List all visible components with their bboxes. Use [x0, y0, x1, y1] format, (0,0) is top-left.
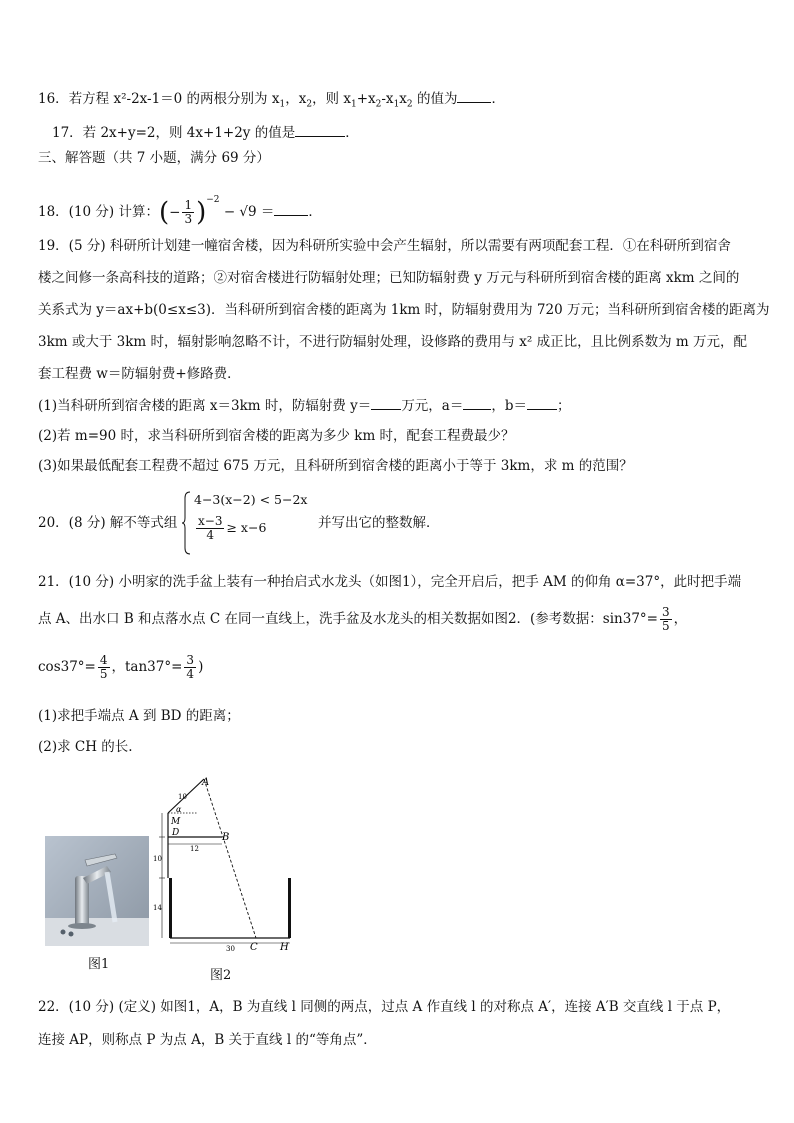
dim-label-10-body: 10: [153, 855, 162, 863]
figure-2-caption: 图2: [210, 968, 232, 983]
sub: 2: [375, 99, 382, 110]
q18-line: [38, 184, 322, 229]
q21-line-3: [38, 652, 203, 682]
q18-text: − √9 ＝: [219, 204, 275, 220]
dim-label-10-handle: 10: [178, 793, 187, 801]
numerator: 1: [184, 198, 193, 212]
q17-end: ．: [345, 125, 359, 141]
inequality-system: [182, 490, 312, 556]
numerator: 3: [662, 605, 670, 619]
fraction: [98, 654, 110, 681]
q19-part-1: [38, 395, 571, 416]
q22-line-1: 22．(10 分) (定义) 如图1，A，B 为直线 l 同侧的两点，过点 A 作直线 l 的对称点 A′，连接 A′B 交直线 l 于点 P，: [38, 999, 731, 1015]
dim-label-14: 14: [153, 904, 162, 912]
faucet-photo: [45, 836, 149, 946]
numerator: 3: [186, 653, 195, 667]
water-line: [204, 779, 256, 938]
q19-line-2: 楼之间修一条高科技的道路；②对宿舍楼进行防辐射处理；已知防辐射费 y 万元与科研所到宿舍楼的距离 xkm 之间的: [38, 270, 740, 286]
q19-text: 万元，a＝: [401, 398, 464, 414]
inequality-1: 4−3(x−2) < 5−2x: [194, 492, 308, 507]
denominator: 3: [184, 212, 193, 226]
fraction: [184, 654, 196, 681]
q21-part-1: (1)求把手端点 A 到 BD 的距离；: [38, 708, 240, 724]
answer-blank[interactable]: [463, 395, 491, 410]
denominator: 4: [206, 528, 215, 542]
denominator: 4: [186, 667, 195, 681]
label-A: A: [202, 777, 210, 788]
dim-label-30: 30: [226, 945, 235, 953]
fraction: [660, 606, 672, 633]
fraction: [196, 515, 224, 542]
q17-line: [52, 122, 359, 143]
q19-part-3: (3)如果最低配套工程费不超过 675 万元，且科研所到宿舍楼的距离小于等于 3km，求 m 的范围？: [38, 458, 633, 474]
sub: 2: [306, 99, 313, 110]
q21-text: ，: [673, 611, 688, 627]
q16-text: 的值为: [412, 91, 458, 107]
q16-text: -x: [381, 91, 394, 107]
label-H: H: [280, 942, 289, 953]
q22-line-2: 连接 AP，则称点 P 为点 A，B 关于直线 l 的“等角点”．: [38, 1032, 377, 1048]
answer-blank[interactable]: [527, 395, 557, 410]
label-B: B: [222, 832, 230, 843]
sub: 1: [350, 99, 357, 110]
q16-text: ，则 x: [312, 91, 351, 107]
answer-blank[interactable]: [274, 201, 308, 216]
q18-text: 18．(10 分) 计算：: [38, 204, 159, 220]
q20-post: 并写出它的整数解．: [318, 515, 440, 531]
inequality-rhs: ≥ x−6: [226, 520, 267, 535]
q16-text: x: [399, 91, 407, 107]
q16-end: ．: [491, 91, 505, 107]
denominator: 5: [662, 619, 670, 633]
q16-text: ，x: [285, 91, 307, 107]
label-D: D: [172, 828, 180, 838]
q16-text: 若方程 x²-2x-1＝0 的两根分别为 x: [68, 91, 280, 107]
faucet-image-icon: [45, 836, 149, 946]
q20-pre: 20．(8 分) 解不等式组: [38, 515, 178, 531]
basin-left-wall: [169, 878, 172, 938]
inequality-2: [194, 515, 266, 542]
section-header: 三、解答题（共 7 小题，满分 69 分）: [38, 150, 270, 166]
q18-end: ．: [308, 204, 322, 220]
q19-text: (1)当科研所到宿舍楼的距离 x＝3km 时，防辐射费 y＝: [38, 398, 372, 414]
brace-icon: [182, 490, 192, 556]
q21-part-2: (2)求 CH 的长.: [38, 739, 133, 755]
sub: 1: [393, 99, 400, 110]
answer-blank[interactable]: [371, 395, 401, 410]
q21-text: 点 A、出水口 B 和点落水点 C 在同一直线上，洗手盆及水龙头的相关数据如图2．(参考数据：sin37°=: [38, 611, 658, 627]
numerator: x−3: [198, 514, 223, 528]
minus-sign: −: [169, 204, 181, 221]
exponent: −2: [206, 195, 220, 205]
answer-blank[interactable]: [457, 88, 491, 103]
label-M: M: [171, 817, 181, 827]
denominator: 5: [99, 667, 108, 681]
q19-text: ，b＝: [491, 398, 528, 414]
label-C: C: [250, 942, 258, 953]
q21-text: ): [198, 659, 204, 675]
q16-text: +x: [356, 91, 376, 107]
q21-line-2: [38, 604, 687, 634]
label-alpha: α: [176, 805, 182, 814]
q21-line-1: 21．(10 分) 小明家的洗手盆上装有一种抬启式水龙头（如图1），完全开启后，把手 AM 的仰角 α=37°，此时把手端: [38, 574, 742, 590]
q17-text: 17．若 2x+y=2，则 4x+1+2y 的值是: [52, 125, 296, 141]
right-paren: ): [196, 197, 207, 228]
q19-text: ；: [557, 398, 571, 414]
dim-label-12: 12: [190, 845, 199, 853]
q16-number: 16．: [38, 91, 69, 107]
diagram-figure-2: [150, 775, 300, 955]
q19-line-3: 关系式为 y＝ax+b(0≤x≤3)．当科研所到宿舍楼的距离为 1km 时，防辐射费用为 720 万元；当科研所到宿舍楼的距离为: [38, 302, 770, 318]
q19-part-2: (2)若 m=90 时，求当科研所到宿舍楼的距离为多少 km 时，配套工程费最少？: [38, 428, 515, 444]
q19-line-1: 19．(5 分) 科研所计划建一幢宿舍楼，因为科研所实验中会产生辐射，所以需要有两项配套工程．①在科研所到宿舍: [38, 238, 731, 254]
sub: 1: [279, 99, 286, 110]
q19-line-4: 3km 或大于 3km 时，辐射影响忽略不计，不进行防辐射处理，设修路的费用与 x² 成正比，且比例系数为 m 万元，配: [38, 334, 748, 350]
q21-text: ，tan37°=: [111, 659, 183, 675]
q21-text: cos37°=: [38, 659, 96, 675]
numerator: 4: [99, 653, 108, 667]
figure-1-caption: 图1: [88, 957, 110, 972]
sub: 2: [406, 99, 413, 110]
answer-blank[interactable]: [295, 122, 345, 137]
q16-line: [38, 88, 505, 115]
basin-right-wall: [288, 878, 291, 938]
fraction: [182, 199, 194, 226]
left-paren: (: [158, 197, 170, 228]
q19-line-5: 套工程费 w＝防辐射费+修路费．: [38, 366, 241, 382]
